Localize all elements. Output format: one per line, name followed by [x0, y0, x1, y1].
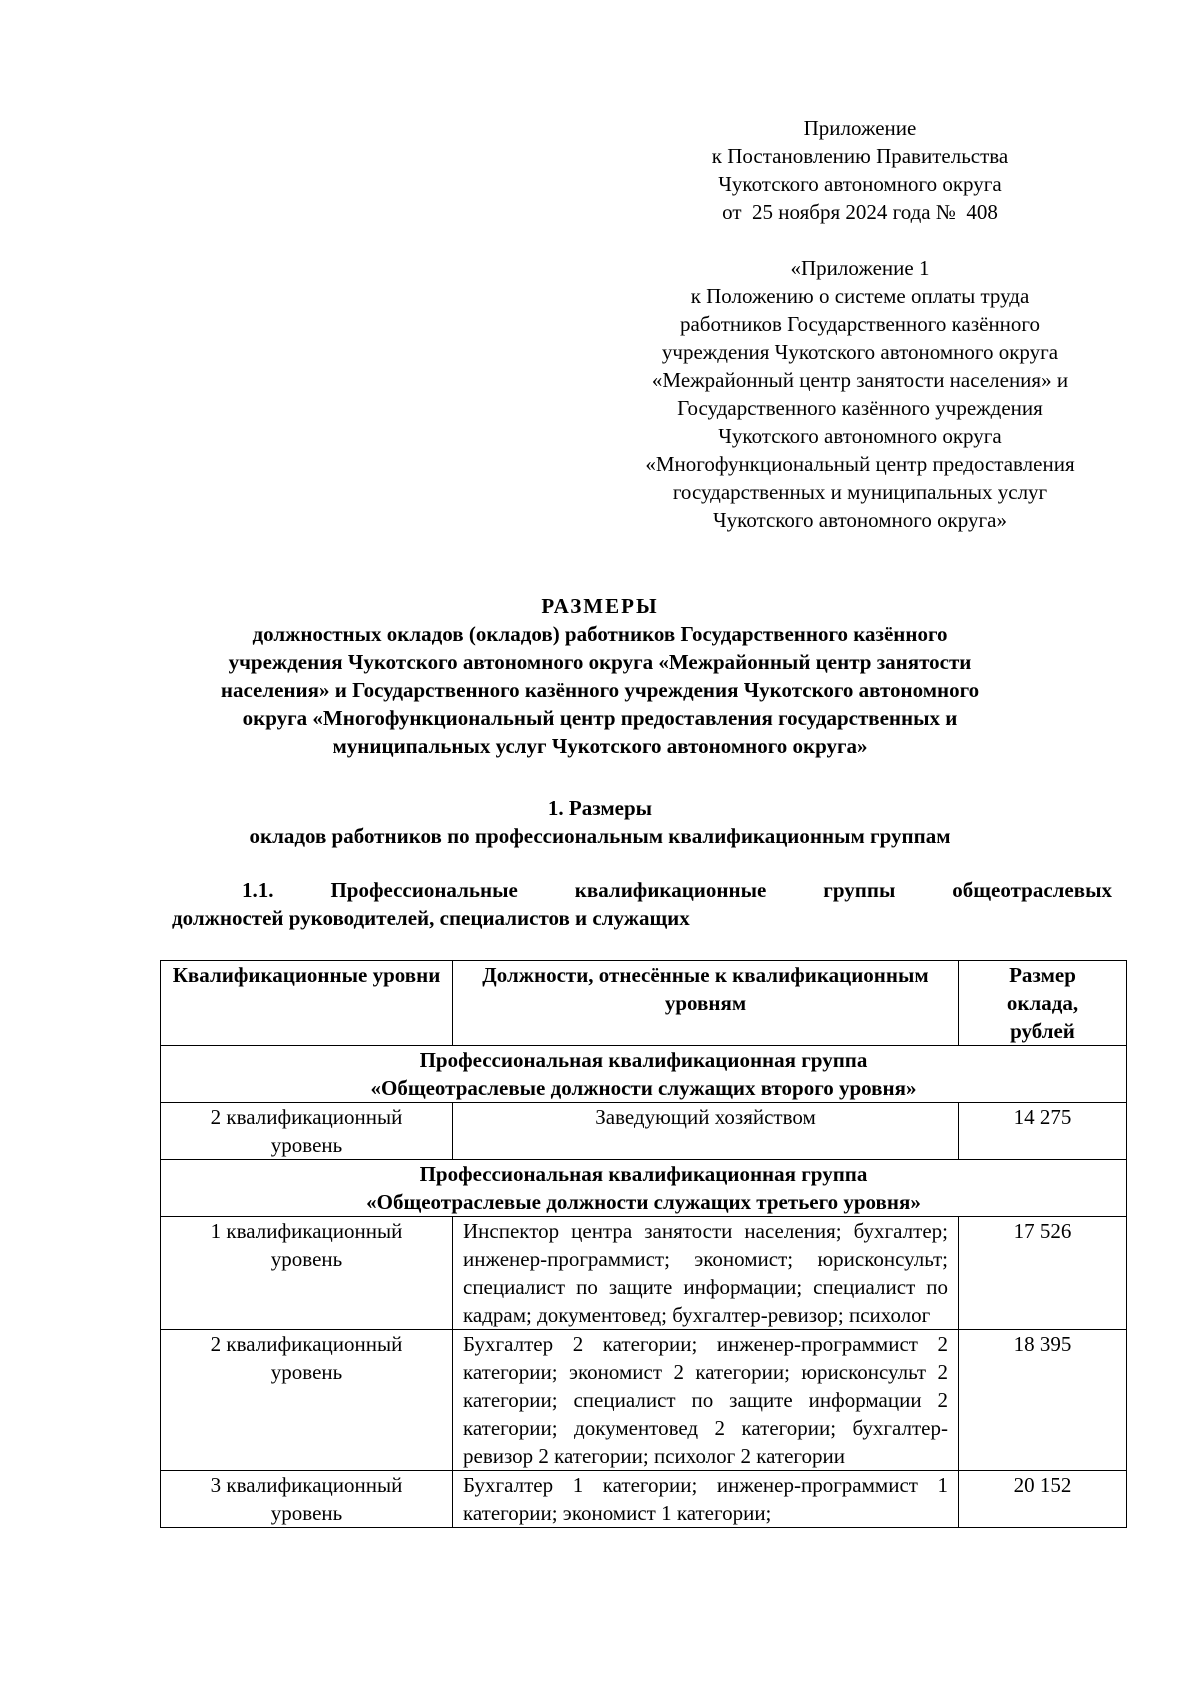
- positions-cell: Бухгалтер 1 категории; инженер-программист 1 категории; экономист 1 категории;: [453, 1471, 959, 1528]
- section-1-title: 1. Размеры: [547, 796, 653, 820]
- annex-header: [600, 114, 1120, 226]
- annex-sub-line: учреждения Чукотского автономного округа: [661, 340, 1059, 364]
- annex-sub-line: «Многофункциональный центр предоставления: [645, 452, 1075, 476]
- title-line: должностных окладов (окладов) работников Государственного казённого: [252, 622, 948, 646]
- group-title-line: «Общеотраслевые должности служащих третьего уровня»: [366, 1190, 921, 1214]
- annex-sub-line: «Межрайонный центр занятости населения» и: [651, 368, 1069, 392]
- table-row: [161, 1330, 1127, 1471]
- amount-cell: 14 275: [959, 1103, 1127, 1160]
- subsection-1-1-heading: [172, 876, 1112, 932]
- document-title: [0, 592, 1200, 760]
- annex-sub-line: работников Государственного казённого: [679, 312, 1041, 336]
- subsection-line: 1.1. Профессиональные квалификационные группы общеотраслевых: [242, 878, 1112, 902]
- annex-sub-line: государственных и муниципальных услуг: [672, 480, 1048, 504]
- amount-cell: 20 152: [959, 1471, 1127, 1528]
- group-title: Профессиональная квалификационная группа «Общеотраслевые должности служащих второго уровня»: [161, 1046, 1127, 1103]
- annex-sub-line: Чукотского автономного округа: [718, 424, 1002, 448]
- header-amount: Размер оклада, рублей: [959, 961, 1127, 1046]
- group-row: [161, 1160, 1127, 1217]
- level-cell: 2 квалификационный уровень: [161, 1330, 453, 1471]
- annex-sub-line: Государственного казённого учреждения: [677, 396, 1043, 420]
- title-line: учреждения Чукотского автономного округа «Межрайонный центр занятости: [228, 650, 972, 674]
- header-positions: Должности, отнесённые к квалификационным уровням: [453, 961, 959, 1046]
- annex-line: к Постановлению Правительства: [711, 144, 1009, 168]
- group-title: [161, 1160, 1127, 1217]
- level-cell: 1 квалификационный уровень: [161, 1217, 453, 1330]
- annex-sub-line: «Приложение 1: [790, 256, 930, 280]
- annex-line: Чукотского автономного округа: [718, 172, 1002, 196]
- annex-sub-line: Чукотского автономного округа»: [713, 508, 1007, 532]
- positions-cell: Бухгалтер 2 категории; инженер-программист 2 категории; экономист 2 категории; юрисконсульт 2 категории; специалист по защите информации 2 категории; документовед 2 категории; бухгалтер-ревизор 2 категории; психолог 2 категории: [453, 1330, 959, 1471]
- header-level: Квалификационные уровни: [161, 961, 453, 1046]
- group-row: [161, 1046, 1127, 1103]
- title-line: округа «Многофункциональный центр предоставления государственных и: [242, 706, 958, 730]
- table-row: [161, 1103, 1127, 1160]
- level-cell: 2 квалификационный уровень: [161, 1103, 453, 1160]
- positions-cell: Инспектор центра занятости населения; бухгалтер; инженер-программист; экономист; юрисконсульт; специалист по защите информации; специалист по кадрам; документовед; бухгалтер-ревизор; психолог: [453, 1217, 959, 1330]
- annex-line: от 25 ноября 2024 года № 408: [722, 200, 998, 224]
- title-line: муниципальных услуг Чукотского автономного округа»: [332, 734, 868, 758]
- annex-line: Приложение: [803, 116, 917, 140]
- annex-sub-header: [600, 254, 1120, 534]
- annex-sub-line: к Положению о системе оплаты труда: [690, 284, 1030, 308]
- title-line: населения» и Государственного казённого учреждения Чукотского автономного: [220, 678, 980, 702]
- section-1-heading: [0, 794, 1200, 850]
- salary-table: [160, 960, 1127, 1528]
- title-heading: РАЗМЕРЫ: [541, 594, 659, 618]
- table-row: [161, 1217, 1127, 1330]
- amount-cell: 18 395: [959, 1330, 1127, 1471]
- positions-cell: Заведующий хозяйством: [453, 1103, 959, 1160]
- level-cell: 3 квалификационный уровень: [161, 1471, 453, 1528]
- table-header-row: [161, 961, 1127, 1046]
- amount-cell: 17 526: [959, 1217, 1127, 1330]
- subsection-line: должностей руководителей, специалистов и служащих: [172, 906, 690, 930]
- section-1-subtitle: окладов работников по профессиональным квалификационным группам: [249, 824, 951, 848]
- table-row: [161, 1471, 1127, 1528]
- group-title-line: Профессиональная квалификационная группа: [419, 1162, 868, 1186]
